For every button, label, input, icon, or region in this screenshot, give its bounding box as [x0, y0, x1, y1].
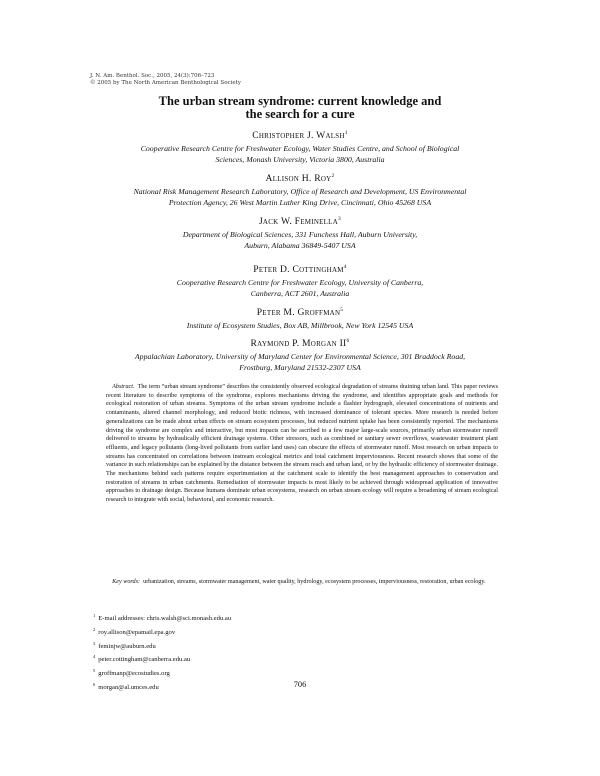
footnote: $^3$ feminjw@auburn.edu	[93, 640, 156, 650]
footnote: $^6$ morgan@al.umces.edu	[93, 681, 159, 692]
author-block-feminella	[90, 214, 510, 251]
footnote: $^4$ peter.cottingham@canberra.edu.au	[93, 654, 191, 664]
footnote: $^1$ E-mail addresses: chris.walsh@sci.monash.edu.au	[93, 613, 232, 623]
author-block-walsh	[90, 128, 510, 165]
author-name: Christopher J. Walsh$^1$	[252, 130, 348, 142]
author-name: Peter D. Cottingham$^4$	[253, 264, 347, 276]
keywords	[106, 578, 498, 587]
journal-citation: J. N. Am. Benthol. Soc., 2005, 24(3):706–723	[90, 73, 215, 79]
title-line-1: The urban stream syndrome: current knowledge and	[158, 94, 442, 108]
author-affiliation: Cooperative Research Centre for Freshwater Ecology, University of Canberra, Canberra, ACT 2601, Australia	[176, 278, 424, 298]
abstract	[106, 383, 498, 505]
paper-title	[60, 95, 540, 121]
author-affiliation: Department of Biological Sciences, 331 Funchess Hall, Auburn University, Auburn, Alabama 36849-5407 USA	[182, 230, 418, 250]
abstract-label: Abstract.	[112, 384, 135, 390]
author-block-groffman	[90, 305, 510, 332]
author-name: Allison H. Roy$^2$	[265, 173, 335, 185]
author-name: Jack W. Feminella$^3$	[258, 216, 342, 228]
author-block-cottingham	[90, 262, 510, 299]
author-block-roy	[60, 171, 540, 208]
title-line-2: the search for a cure	[245, 107, 355, 121]
keywords-label: Key words:	[112, 579, 141, 585]
author-block-morgan	[60, 336, 540, 373]
keywords-text: urbanization, streams, stormwater management, water quality, hydrology, ecosystem processes, imperviousness, restoration, urban ecology.	[143, 579, 486, 585]
journal-header	[90, 73, 241, 87]
page-number: 706	[293, 680, 307, 689]
author-affiliation: Cooperative Research Centre for Freshwater Ecology, Water Studies Centre, and School of Biological Sciences, Monash University, Victoria 3800, Australia	[140, 144, 460, 164]
author-affiliation: Institute of Ecosystem Studies, Box AB, Millbrook, New York 12545 USA	[186, 321, 414, 331]
abstract-text: The term “urban stream syndrome” describes the consistently observed ecological degradation of streams draining urban land. This paper reviews recent literature to describe symptoms of the syndrome, explores mechanisms driving the syndrome, and identifies appropriate goals and methods for ecological restoration of urban streams. Symptoms of the urban stream syndrome include a flashier hydrograph, elevated concentrations of nutrients and contaminants, altered channel morphology, and reduced biotic richness, with increased dominance of tolerant species. More research is needed before generalizations can be made about urban effects on stream ecosystem processes, but reduced nutrient uptake has been consistently reported. The mechanisms driving the syndrome are complex and interactive, but most impacts can be ascribed to a few major large-scale sources, primarily urban stormwater runoff delivered to streams by hydraulically efficient drainage systems. Other stressors, such as combined or sanitary sewer overflows, wastewater treatment plant effluents, and legacy pollutants (long-lived pollutants from earlier land uses) can obscure the effects of stormwater runoff. Most research on urban impacts to streams has concentrated on correlations between instream ecological metrics and total catchment imperviousness. Recent research shows that some of the variance in such relationships can be explained by the distance between the stream reach and urban land, or by the hydraulic efficiency of stormwater drainage. The mechanisms behind such patterns require experimentation at the catchment scale to identify the best management approaches to conservation and restoration of streams in urban catchments. Remediation of stormwater impacts is most likely to be achieved through widespread application of innovative approaches to drainage design. Because humans dominate urban ecosystems, research on urban stream ecology will require a broadening of stream ecological research to integrate with social, behavioral, and economic research.	[106, 384, 498, 504]
footnote: $^5$ groffmanp@ecostudies.org	[93, 668, 170, 678]
author-name: Raymond P. Morgan $II^6$	[250, 338, 350, 350]
author-affiliation: National Risk Management Research Laboratory, Office of Research and Development, US Environmental Protection Agency, 26 West Martin Luther King Drive, Cincinnati, Ohio 45268 USA	[133, 187, 467, 207]
journal-copyright: © 2005 by The North American Benthological Society	[90, 80, 241, 87]
author-affiliation: Appalachian Laboratory, University of Maryland Center for Environmental Science, 301 Braddock Road, Frostburg, Maryland 21532-2307 USA	[134, 352, 466, 372]
footnote: $^2$ roy.allison@epamail.epa.gov	[93, 626, 176, 636]
author-name: Peter M. Groffman$^5$	[256, 307, 344, 319]
